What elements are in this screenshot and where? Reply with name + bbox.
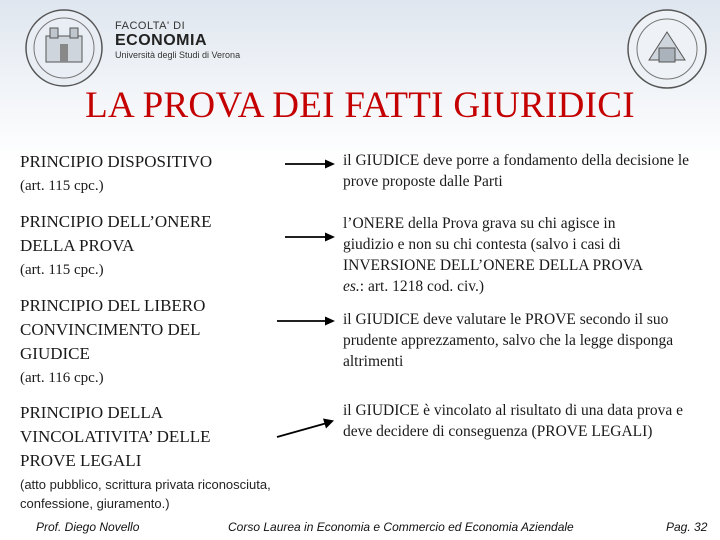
principle-2-description [343, 213, 703, 297]
principle-4-note: (atto pubblico, scrittura privata riconosciuta, confessione, giuramento.) [20, 477, 271, 511]
arrow-icon [285, 231, 335, 243]
principle-3-name-line2: CONVINCIMENTO DEL [20, 320, 201, 339]
principle-1 [20, 150, 280, 198]
principle-2-name-line2: DELLA PROVA [20, 236, 135, 255]
principle-4-description: il GIUDICE è vincolato al risultato di una data prova e deve decidere di conseguenza (PROVE LEGALI) [343, 402, 684, 440]
principle-3-name-line1: PRINCIPIO DEL LIBERO [20, 296, 206, 315]
footer-course: Corso Laurea in Economia e Commercio ed Economia Aziendale [228, 520, 574, 534]
verona-seal-logo [20, 8, 108, 88]
principle-2-desc-line3: INVERSIONE DELL’ONERE DELLA PROVA [343, 257, 644, 274]
principle-2-example [343, 276, 703, 297]
principle-3-name-line3: GIUDICE [20, 344, 90, 363]
faculty-line3: Università degli Studi di Verona [115, 50, 241, 60]
principle-4-name-line1: PRINCIPIO DELLA [20, 403, 164, 422]
example-prefix: es. [343, 278, 360, 295]
principle-3-description: il GIUDICE deve valutare le PROVE secondo il suo prudente apprezzamento, salvo che la legge disponga altrimenti [343, 311, 674, 370]
example-text: : art. 1218 cod. civ.) [359, 278, 485, 295]
principle-3 [20, 294, 280, 390]
principle-2 [20, 210, 280, 282]
principle-2-desc-line1: l’ONERE della Prova grava su chi agisce in [343, 215, 616, 232]
principle-1-name: PRINCIPIO DISPOSITIVO [20, 152, 213, 171]
page-title: LA PROVA DEI FATTI GIURIDICI [85, 85, 635, 126]
faculty-line2: ECONOMIA [115, 32, 207, 49]
principle-4-name-line2: VINCOLATIVITA’ DELLE [20, 427, 211, 446]
faculty-header [115, 20, 240, 60]
faculty-line1: FACOLTA' DI [115, 20, 186, 32]
principle-4-name-line3: PROVE LEGALI [20, 451, 142, 470]
footer-page: Pag. 32 [666, 520, 708, 534]
vicenza-seal-logo [624, 8, 710, 90]
arrow-icon [277, 315, 335, 327]
principle-2-desc-line2: giudizio e non su chi contesta (salvo i casi di [343, 236, 621, 253]
principle-4 [20, 401, 280, 473]
principle-3-article: (art. 116 cpc.) [20, 370, 104, 386]
principle-1-article: (art. 115 cpc.) [20, 178, 104, 194]
principle-2-article: (art. 115 cpc.) [20, 262, 104, 278]
footer-author: Prof. Diego Novello [36, 520, 140, 534]
principle-2-name-line1: PRINCIPIO DELL’ONERE [20, 212, 212, 231]
arrow-icon [277, 417, 335, 441]
principle-1-description: il GIUDICE deve porre a fondamento della decisione le prove proposte dalle Parti [343, 152, 690, 190]
arrow-icon [285, 158, 335, 170]
